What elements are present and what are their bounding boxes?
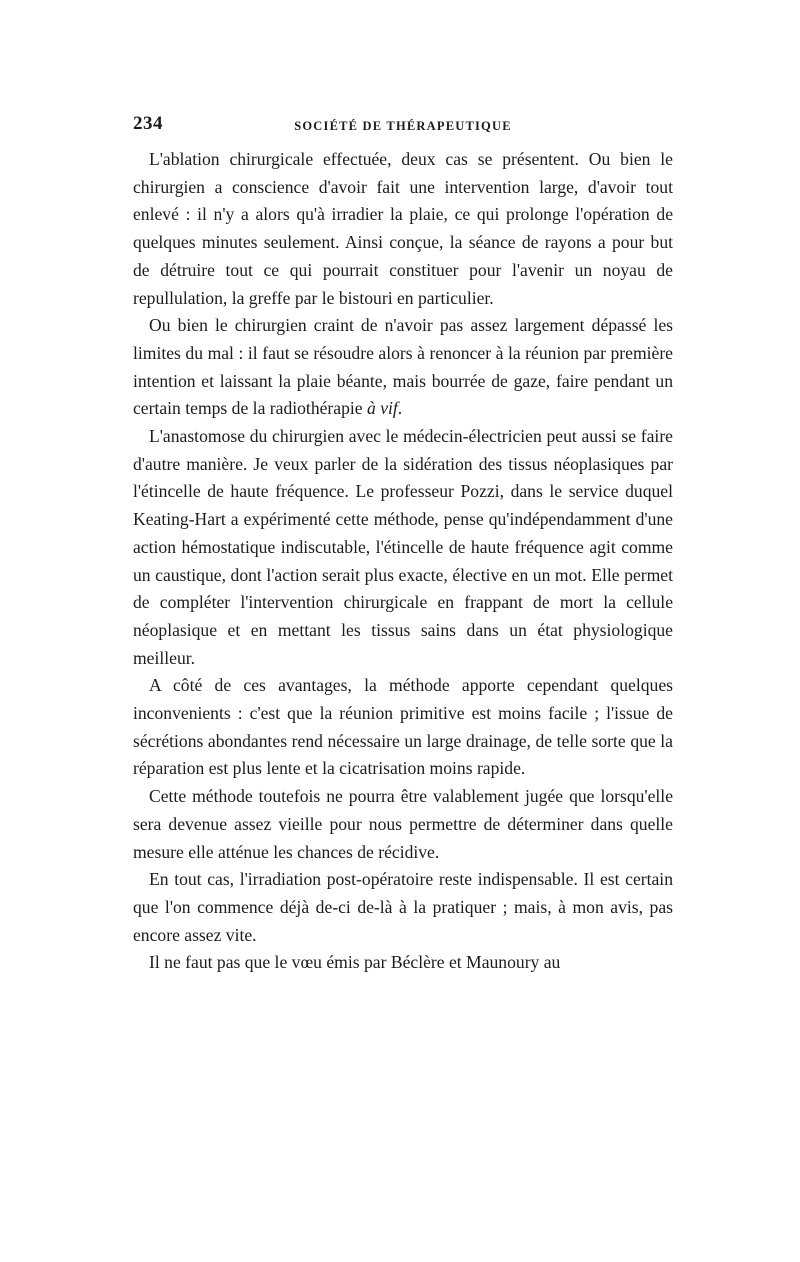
paragraph-ou-bien: [133, 312, 673, 423]
page-number: 234: [133, 113, 163, 134]
book-page: [133, 110, 673, 977]
paragraph-text-end: .: [397, 398, 403, 419]
paragraph-text: Ou bien le chirurgien craint de n'avoir pas assez largement dépassé les limites du mal : il faut se résoudre alors à renoncer à la réunion par première intention et laissant la plaie béante, mais bourrée de gaze, faire pendant un certain temps de la radiothérapie: [133, 315, 673, 419]
paragraph-avantages: A côté de ces avantages, la méthode apporte cependant quelques inconvenients : c'est que la réunion primitive est moins facile ; l'issue de sécrétions abondantes rend nécessaire un large drainage, de telle sorte que la réparation est plus lente et la cicatrisation moins rapide.: [133, 675, 673, 779]
body-text: [133, 146, 673, 977]
paragraph-anastomose: L'anastomose du chirurgien avec le médecin-électricien peut aussi se faire d'autre manière. Je veux parler de la sidération des tissus néoplasiques par l'étincelle de haute fréquence. Le professeur Pozzi, dans le service duquel Keating-Hart a expérimenté cette méthode, pense qu'indépendamment d'une action hémostatique indiscutable, l'étincelle de haute fréquence agit comme un caustique, dont l'action serait plus exacte, élective en un mot. Elle permet de compléter l'intervention chirurgicale en frappant de mort la cellule néoplasique et en mettant les tissus sains dans un état physiologique meilleur.: [133, 426, 673, 668]
italic-phrase: à vif: [367, 398, 398, 419]
paragraph-irradiation: En tout cas, l'irradiation post-opératoire reste indispensable. Il est certain que l'on commence déjà de-ci de-là à la pratiquer ; mais, à mon avis, pas encore assez vite.: [133, 869, 673, 945]
page-header: [133, 110, 673, 146]
paragraph-voeu: Il ne faut pas que le vœu émis par Béclère et Maunoury au: [149, 952, 561, 973]
running-head: SOCIÉTÉ DE THÉRAPEUTIQUE: [294, 119, 512, 133]
paragraph-methode: Cette méthode toutefois ne pourra être valablement jugée que lorsqu'elle sera devenue assez vieille pour nous permettre de déterminer dans quelle mesure elle atténue les chances de récidive.: [133, 786, 673, 862]
paragraph-ablation: L'ablation chirurgicale effectuée, deux cas se présentent. Ou bien le chirurgien a conscience d'avoir fait une intervention large, d'avoir tout enlevé : il n'y a alors qu'à irradier la plaie, ce qui prolonge l'opération de quelques minutes seulement. Ainsi conçue, la séance de rayons a pour but de détruire tout ce qui pourrait constituer pour l'avenir un noyau de repullulation, la greffe par le bistouri en particulier.: [133, 149, 673, 308]
